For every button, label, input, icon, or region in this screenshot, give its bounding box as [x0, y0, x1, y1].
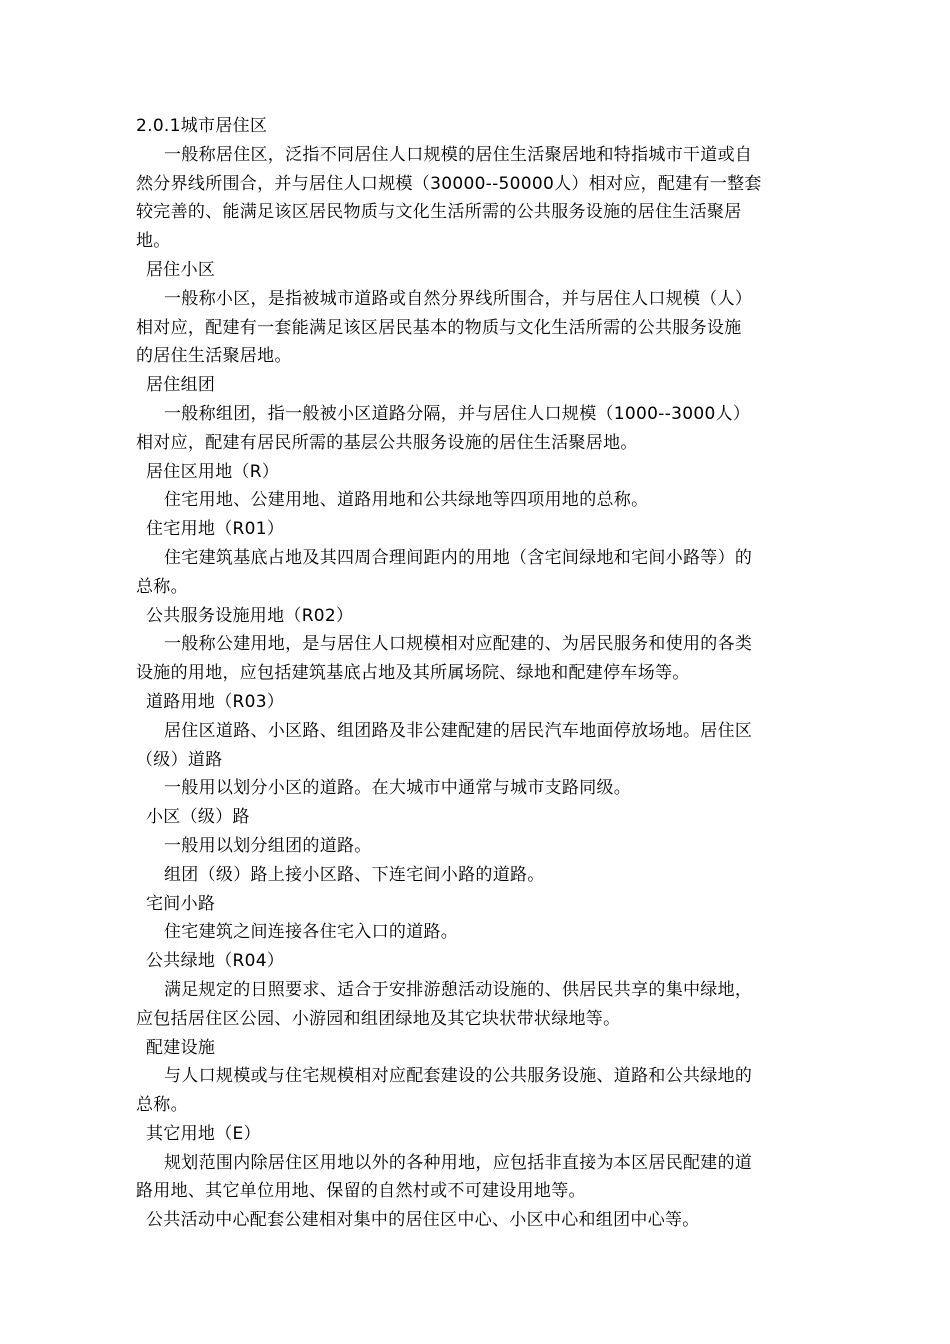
paragraph-continuation-line: 路用地、其它单位用地、保留的自然村或不可建设用地等。 [136, 1181, 586, 1202]
section-heading: 2.0.1城市居住区 [136, 116, 268, 136]
paragraph-line: 一般用以划分小区的道路。在大城市中通常与城市支路同级。 [164, 778, 632, 799]
paragraph-line: 一般称居住区，泛指不同居住人口规模的居住生活聚居地和特指城市干道或自 [164, 144, 753, 165]
paragraph-continuation-line: 总称。 [136, 1095, 188, 1116]
paragraph-line: 居住区道路、小区路、组团路及非公建配建的居民汽车地面停放场地。居住区 [164, 720, 753, 741]
term-heading: 居住小区 [146, 259, 216, 280]
paragraph-line: 一般称小区，是指被城市道路或自然分界线所围合，并与居住人口规模（人） [164, 288, 753, 309]
term-heading: 道路用地（R03） [146, 691, 285, 712]
paragraph-line: 与人口规模或与住宅规模相对应配套建设的公共服务设施、道路和公共绿地的 [164, 1066, 753, 1087]
term-heading: 公共绿地（R04） [146, 951, 285, 972]
paragraph-continuation-line: （级）道路 [136, 749, 223, 770]
term-heading: 居住区用地（R） [146, 461, 280, 482]
term-heading: 公共服务设施用地（R02） [146, 605, 354, 626]
term-heading: 小区（级）路 [146, 807, 250, 828]
paragraph-line: 组团（级）路上接小区路、下连宅间小路的道路。 [164, 864, 545, 885]
term-heading: 宅间小路 [146, 893, 216, 914]
paragraph-line: 满足规定的日照要求、适合于安排游憩活动设施的、供居民共享的集中绿地， [164, 979, 753, 1000]
term-heading: 配建设施 [146, 1037, 216, 1058]
term-heading: 公共活动中心配套公建相对集中的居住区中心、小区中心和组团中心等。 [146, 1210, 700, 1231]
paragraph-continuation-line: 应包括居住区公园、小游园和组团绿地及其它块状带状绿地等。 [136, 1008, 621, 1029]
paragraph-continuation-line: 地。 [136, 231, 171, 252]
paragraph-continuation-line: 然分界线所围合，并与居住人口规模（30000--50000人）相对应，配建有一整套 [136, 173, 762, 194]
term-heading: 其它用地（E） [146, 1123, 261, 1144]
paragraph-line: 住宅用地、公建用地、道路用地和公共绿地等四项用地的总称。 [164, 490, 649, 511]
paragraph-line: 住宅建筑之间连接各住宅入口的道路。 [164, 922, 459, 943]
paragraph-continuation-line: 相对应，配建有一套能满足该区居民基本的物质与文化生活所需的公共服务设施 [136, 317, 742, 338]
paragraph-line: 规划范围内除居住区用地以外的各种用地，应包括非直接为本区居民配建的道 [164, 1152, 753, 1173]
term-heading: 住宅用地（R01） [146, 519, 285, 540]
paragraph-line: 一般称组团，指一般被小区道路分隔，并与居住人口规模（1000--3000人） [164, 403, 751, 424]
paragraph-continuation-line: 总称。 [136, 576, 188, 597]
document-body [136, 112, 818, 1235]
paragraph-continuation-line: 设施的用地，应包括建筑基底占地及其所属场院、绿地和配建停车场等。 [136, 663, 690, 684]
paragraph-continuation-line: 的居住生活聚居地。 [136, 346, 292, 367]
paragraph-continuation-line: 相对应，配建有居民所需的基层公共服务设施的居住生活聚居地。 [136, 432, 638, 453]
paragraph-line: 一般称公建用地，是与居住人口规模相对应配建的、为居民服务和使用的各类 [164, 634, 753, 655]
paragraph-line: 住宅建筑基底占地及其四周合理间距内的用地（含宅间绿地和宅间小路等）的 [164, 547, 753, 568]
paragraph-line: 一般用以划分组团的道路。 [164, 835, 372, 856]
paragraph-continuation-line: 较完善的、能满足该区居民物质与文化生活所需的公共服务设施的居住生活聚居 [136, 202, 742, 223]
term-heading: 居住组团 [146, 375, 216, 396]
